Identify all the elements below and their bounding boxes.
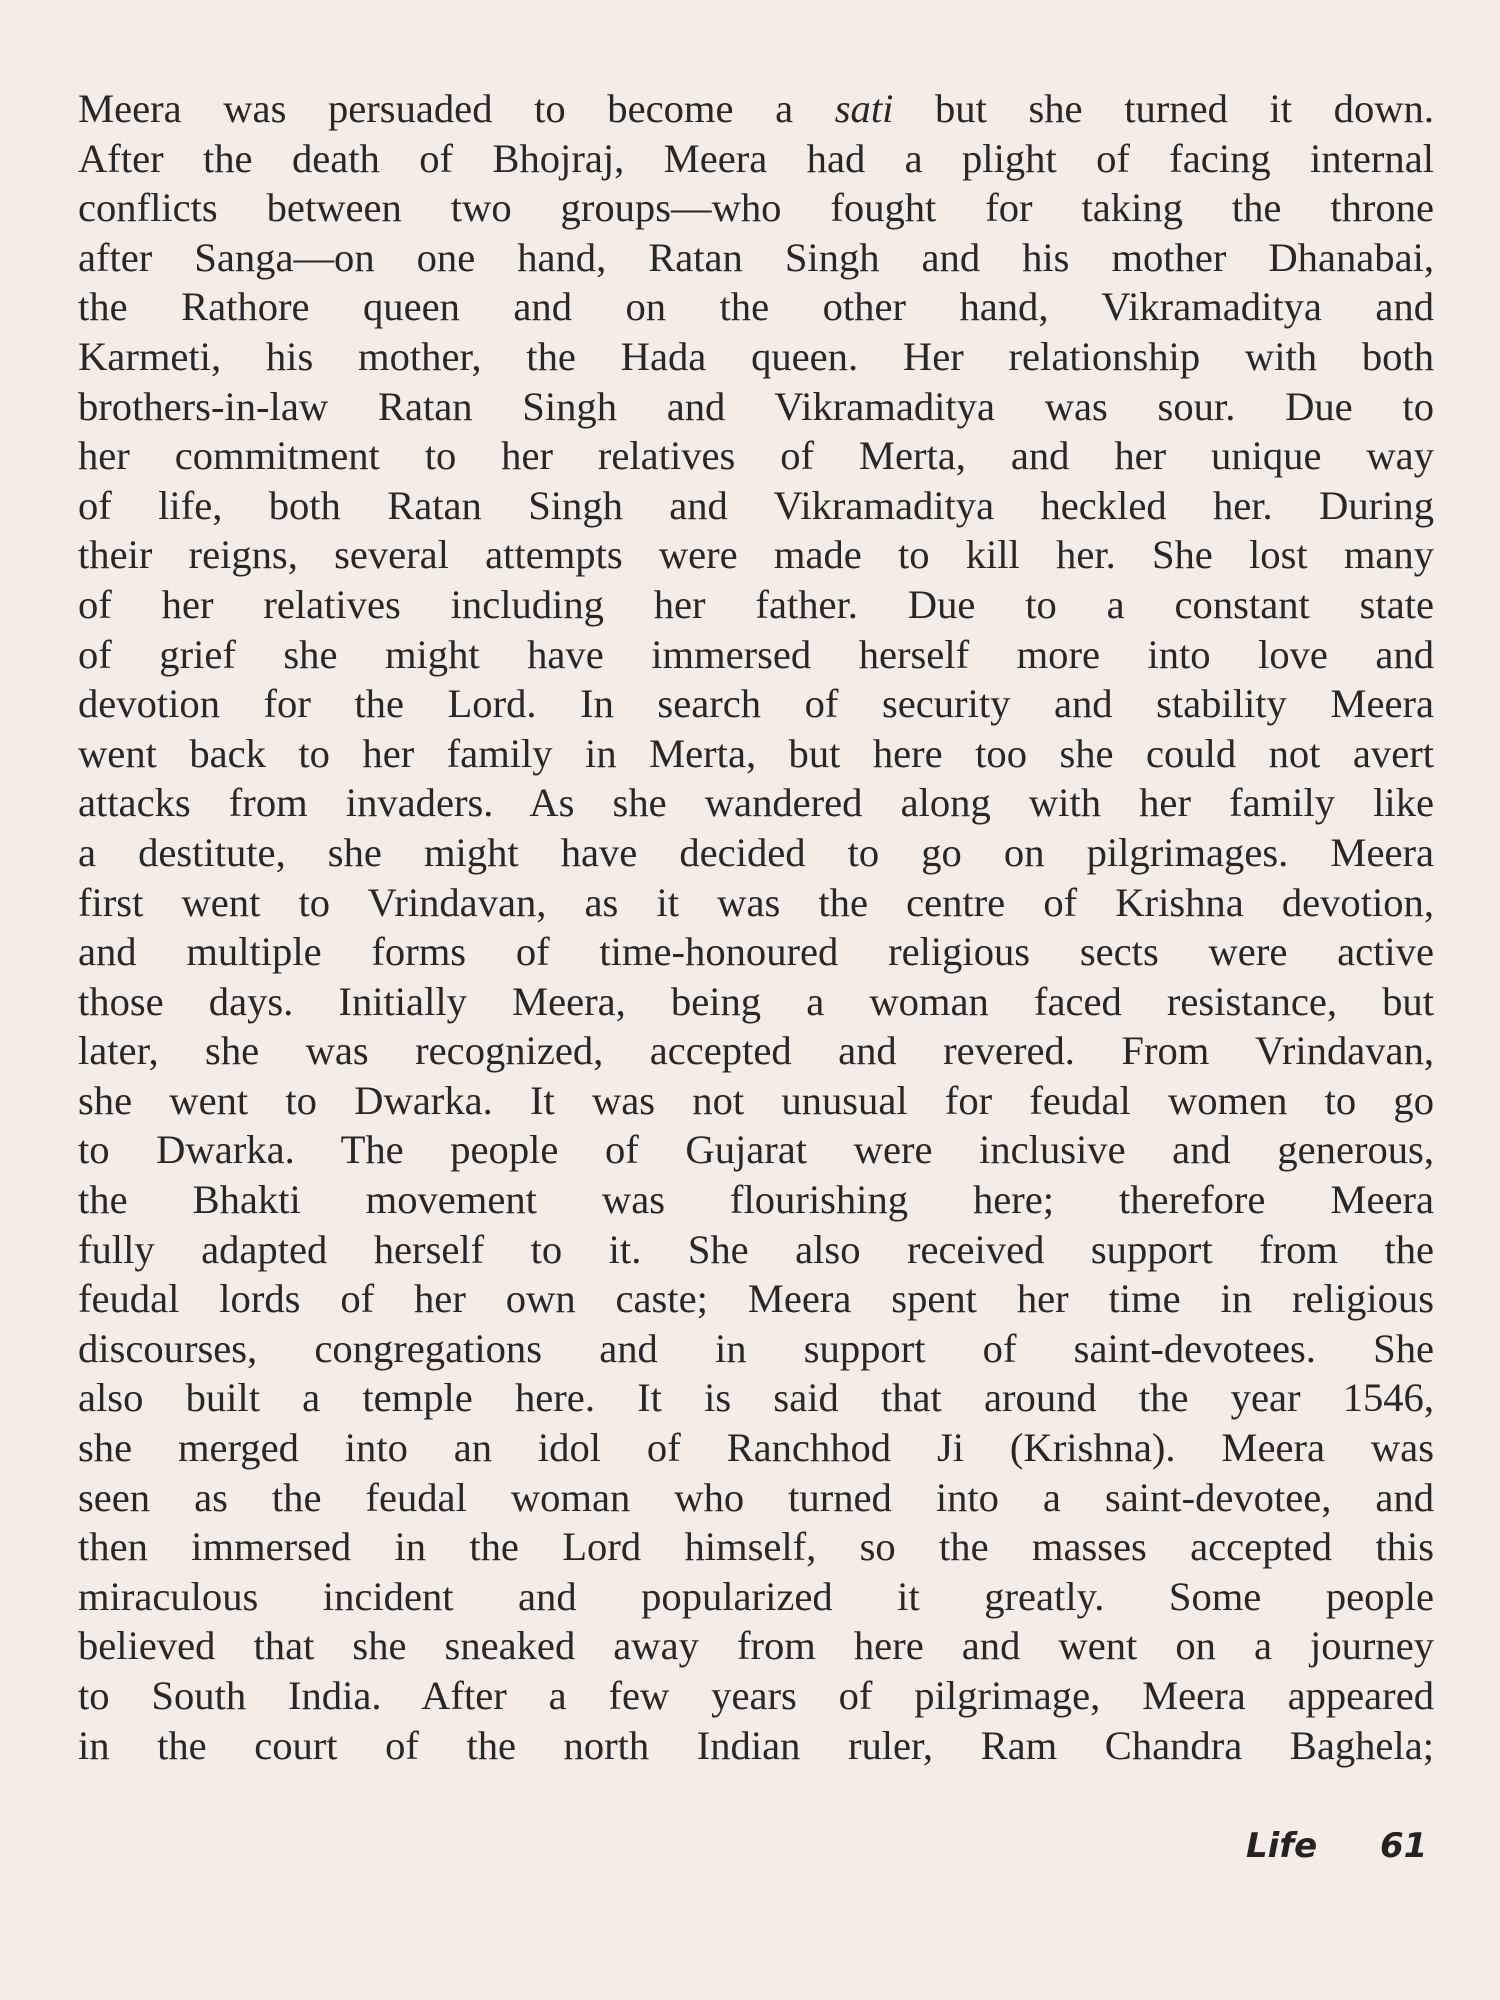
- text-line: to Dwarka. The people of Gujarat were inclusive and generous,: [78, 1127, 1434, 1173]
- text-line: to South India. After a few years of pilgrimage, Meera appeared: [78, 1673, 1434, 1718]
- text-line: in the court of the north Indian ruler, Ram Chandra Baghela;: [78, 1722, 1434, 1768]
- text-line: later, she was recognized, accepted and revered. From Vrindavan,: [78, 1028, 1434, 1074]
- text-line: Karmeti, his mother, the Hada queen. Her relationship with both: [78, 333, 1434, 379]
- text-line: also built a temple here. It is said that around the year 1546,: [78, 1375, 1434, 1421]
- text-line: seen as the feudal woman who turned into a saint-devotee, and: [78, 1474, 1434, 1520]
- text-line: Meera was persuaded to become a sati but she turned it down.: [78, 86, 1434, 131]
- text-line: went back to her family in Merta, but here too she could not avert: [78, 730, 1434, 776]
- text-line: those days. Initially Meera, being a woman faced resistance, but: [78, 978, 1434, 1024]
- text-line: of life, both Ratan Singh and Vikramaditya heckled her. During: [78, 482, 1434, 528]
- text-line: After the death of Bhojraj, Meera had a plight of facing internal: [78, 135, 1434, 181]
- text-line: the Rathore queen and on the other hand, Vikramaditya and: [78, 284, 1434, 330]
- text-line: she merged into an idol of Ranchhod Ji (Krishna). Meera was: [78, 1425, 1434, 1471]
- text-line: conflicts between two groups—who fought for taking the throne: [78, 185, 1434, 231]
- text-line: miraculous incident and popularized it greatly. Some people: [78, 1573, 1434, 1619]
- text-line: the Bhakti movement was flourishing here; therefore Meera: [78, 1177, 1434, 1223]
- text-line: feudal lords of her own caste; Meera spent her time in religious: [78, 1276, 1434, 1322]
- text-line: believed that she sneaked away from here and went on a journey: [78, 1623, 1434, 1669]
- page-footer: [1180, 1822, 1434, 1870]
- text-line: devotion for the Lord. In search of security and stability Meera: [78, 681, 1434, 727]
- text-line: of grief she might have immersed herself more into love and: [78, 631, 1434, 677]
- italic-word: sati: [834, 86, 894, 131]
- text-line: fully adapted herself to it. She also received support from the: [78, 1226, 1434, 1272]
- page-number: 61: [1380, 1826, 1428, 1866]
- text-line: then immersed in the Lord himself, so the masses accepted this: [78, 1524, 1434, 1570]
- text-line: brothers-in-law Ratan Singh and Vikramaditya was sour. Due to: [78, 383, 1434, 429]
- body-paragraph: [78, 84, 1434, 1770]
- text-line: their reigns, several attempts were made to kill her. She lost many: [78, 532, 1434, 578]
- text-line: she went to Dwarka. It was not unusual for feudal women to go: [78, 1077, 1434, 1123]
- text-line: and multiple forms of time-honoured religious sects were active: [78, 929, 1434, 975]
- running-head: Life: [1246, 1826, 1318, 1866]
- text-line: first went to Vrindavan, as it was the centre of Krishna devotion,: [78, 879, 1434, 925]
- text-line: a destitute, she might have decided to go on pilgrimages. Meera: [78, 829, 1434, 875]
- text-line: discourses, congregations and in support of saint-devotees. She: [78, 1325, 1434, 1371]
- text-line: attacks from invaders. As she wandered along with her family like: [78, 780, 1434, 826]
- text-line: her commitment to her relatives of Merta, and her unique way: [78, 433, 1434, 479]
- text-line: of her relatives including her father. Due to a constant state: [78, 581, 1434, 627]
- text-line: after Sanga—on one hand, Ratan Singh and his mother Dhanabai,: [78, 234, 1434, 280]
